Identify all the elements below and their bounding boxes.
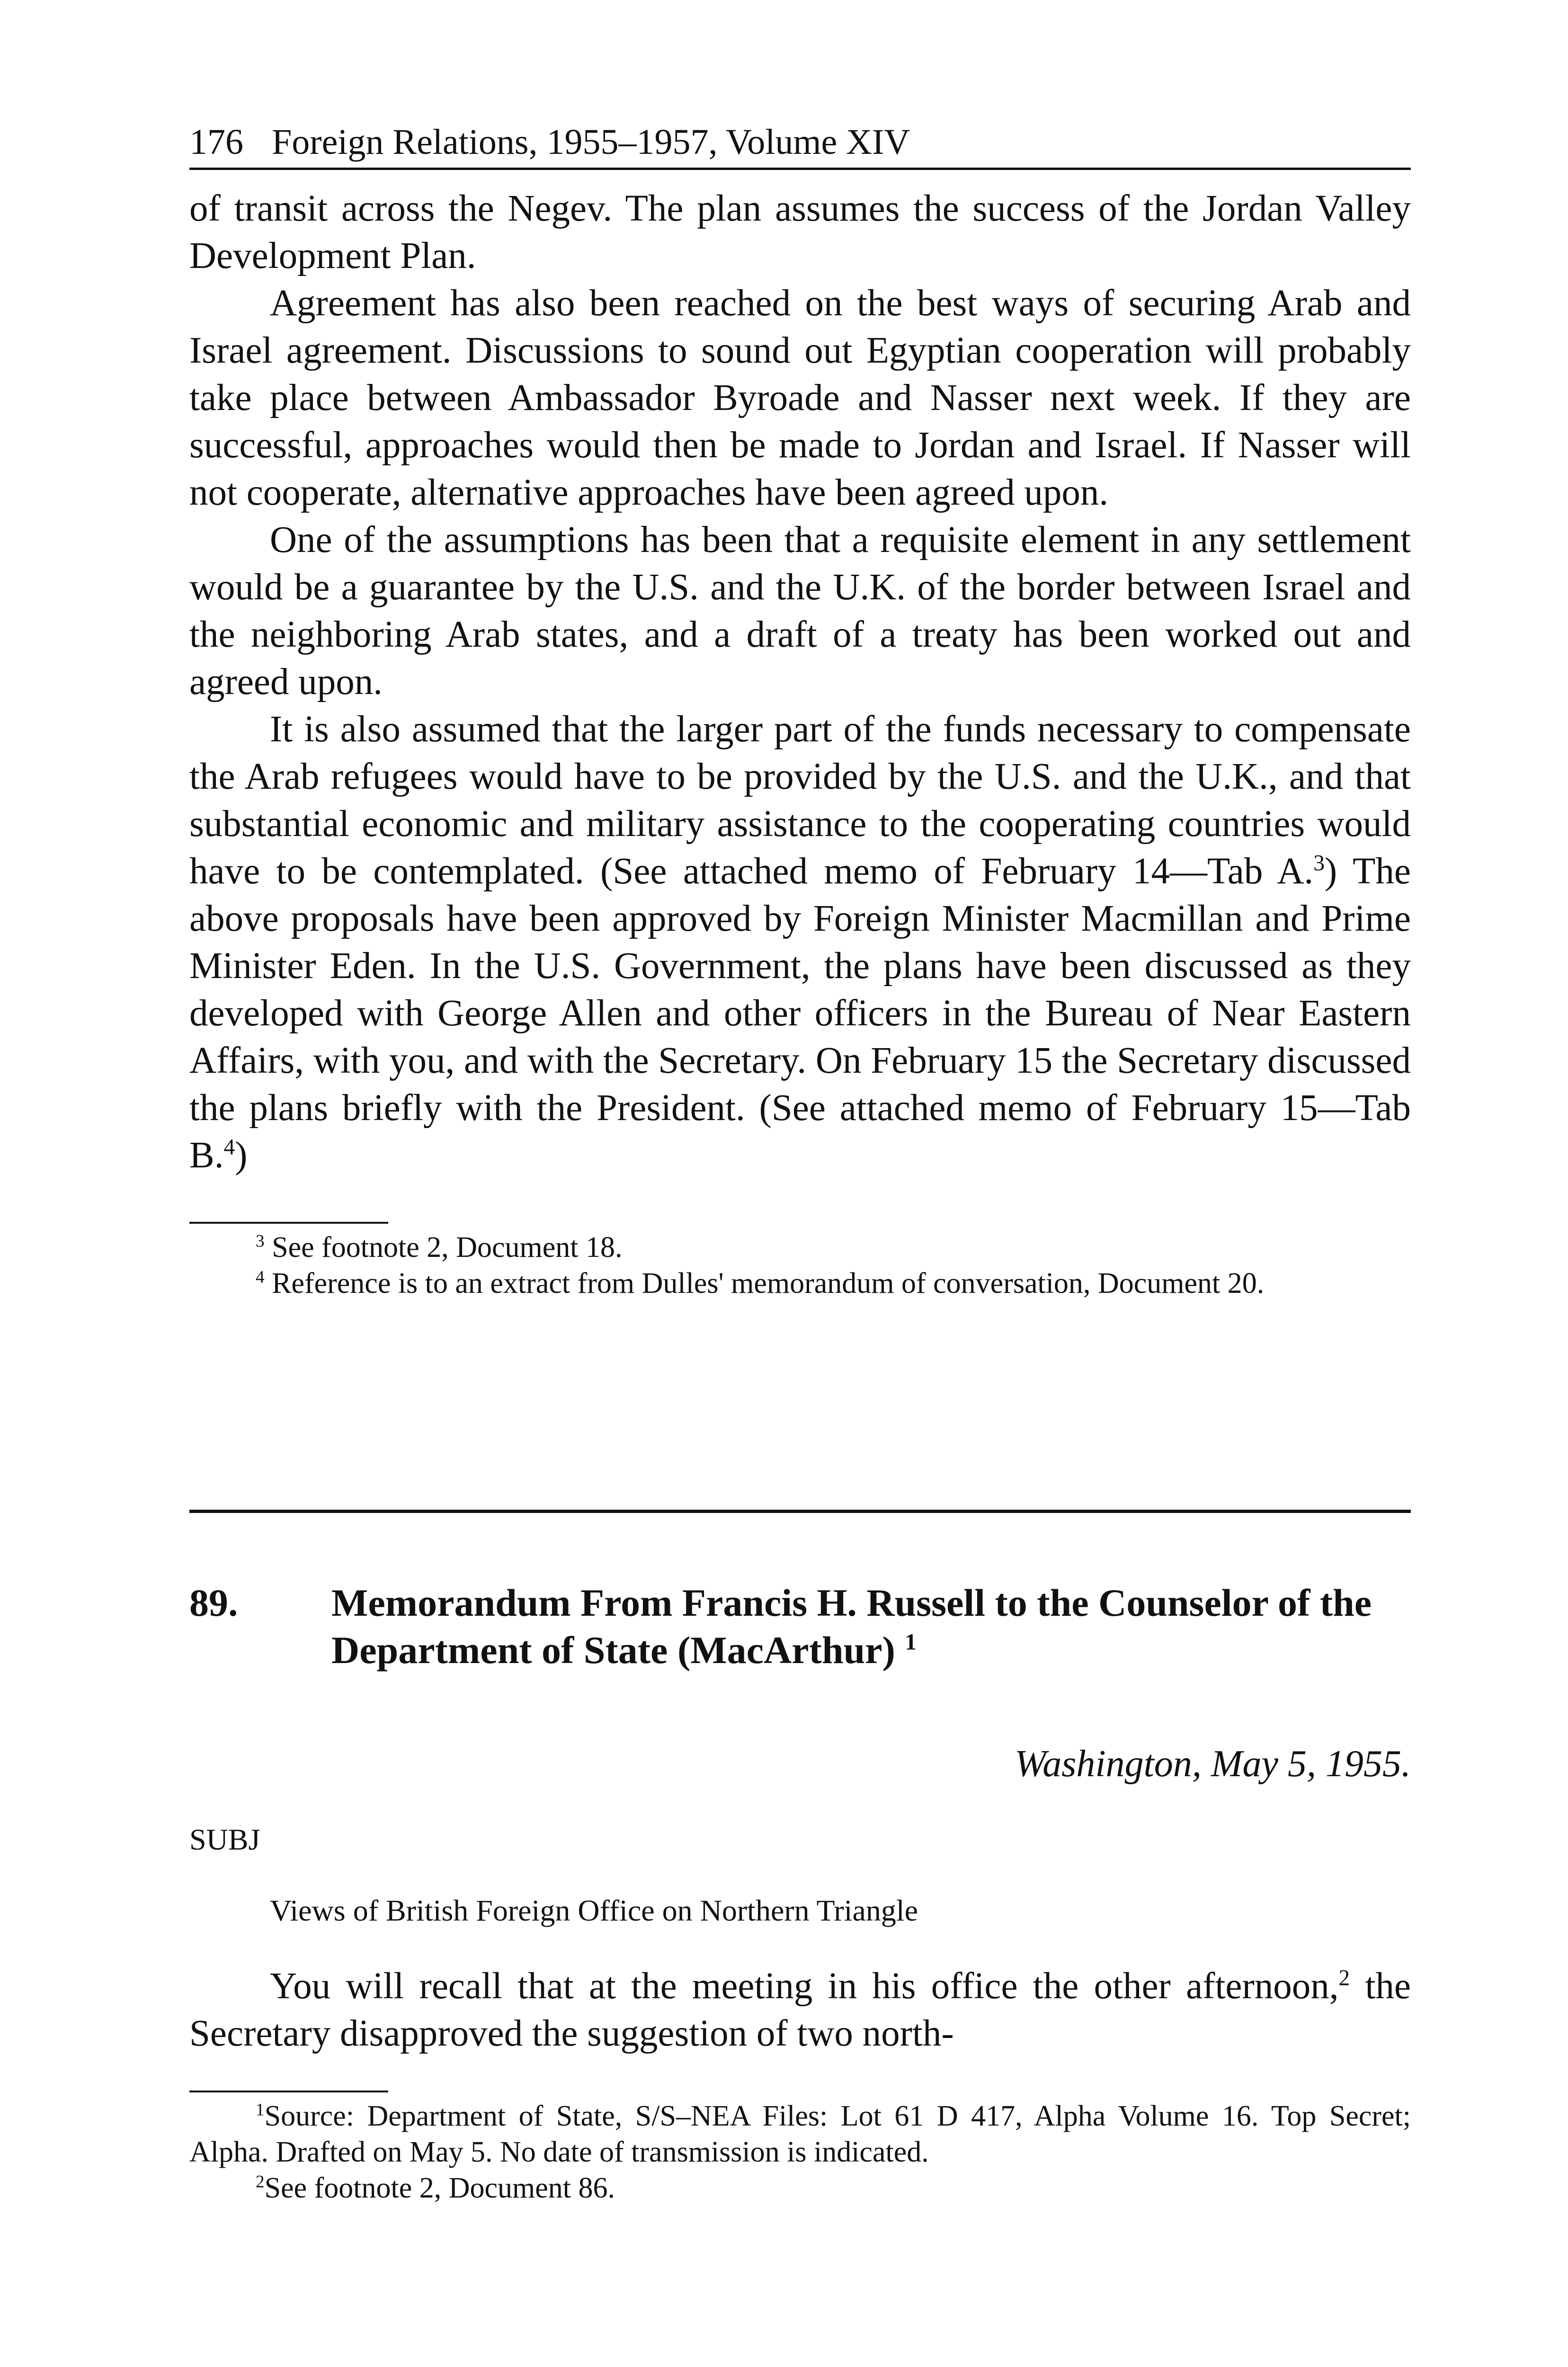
footnote — [189, 1229, 1411, 1265]
footnotes-bottom — [189, 2098, 1411, 2206]
footnote — [189, 2170, 1411, 2206]
footnote-text: Source: Department of State, S/S–NEA Files: Lot 61 D 417, Alpha Volume 16. Top Secret; Alpha. Drafted on May 5. No date of transmission is indicated. — [189, 2100, 1411, 2168]
running-head — [189, 118, 1411, 170]
footnote-divider — [189, 1222, 388, 1224]
footnote-marker: 1 — [256, 2100, 265, 2120]
paragraph-text: It is also assumed that the larger part of the funds necessary to compensate the Arab refugees would have to be provided by the U.S. and the U.K., and that substantial economic and military assistance to the cooperating countries would have to be contemplated. (See attached memo of February 14—Tab A. — [189, 709, 1411, 892]
page-number: 176 — [189, 122, 243, 162]
footnote-text: See footnote 2, Document 18. — [272, 1231, 623, 1264]
footnote-divider — [189, 2091, 388, 2092]
footnote — [189, 2098, 1411, 2170]
subject-label: SUBJ — [189, 1823, 260, 1856]
footnote — [189, 1265, 1411, 1301]
footnote-marker: 2 — [256, 2172, 265, 2192]
footnotes-top — [189, 1229, 1411, 1301]
paragraph: of transit across the Negev. The plan assumes the success of the Jordan Valley Development Plan. — [189, 188, 1411, 276]
memo-body — [189, 1963, 1411, 2057]
footnote-marker: 3 — [256, 1231, 265, 1251]
paragraph-text: You will recall that at the meeting in his office the other afternoon, — [270, 1966, 1339, 2007]
footnote-ref: 2 — [1338, 1966, 1350, 1991]
continuation-text — [189, 185, 1411, 1179]
paragraph-text: the Secretary disapproved the suggestion of two north- — [189, 1966, 1411, 2054]
volume-title: Foreign Relations, 1955–1957, Volume XIV — [272, 122, 910, 162]
footnote-ref: 4 — [223, 1135, 235, 1160]
document-title-text: Memorandum From Francis H. Russell to the Counselor of the Department of State (MacArthur) — [331, 1581, 1372, 1672]
footnote-text: See footnote 2, Document 86. — [264, 2172, 615, 2204]
footnote-ref: 3 — [1313, 851, 1325, 876]
paragraph-text: ) — [235, 1135, 248, 1176]
dateline: Washington, May 5, 1955. — [1014, 1743, 1411, 1785]
document-number: 89. — [189, 1581, 238, 1624]
paragraph: Agreement has also been reached on the best ways of securing Arab and Israel agreement. Discussions to sound out Egyptian cooperation will probably take place between Ambassador Byroade and Nasser next week. If they are successful, approaches would then be made to Jordan and Israel. If Nasser will not cooperate, alternative approaches have been agreed upon. — [189, 283, 1411, 513]
footnote-text: Reference is to an extract from Dulles' memorandum of conversation, Document 20. — [272, 1267, 1265, 1299]
page-content — [189, 118, 1411, 2206]
paragraph — [189, 706, 1411, 1179]
document-heading — [189, 1579, 1411, 1674]
footnote-marker: 4 — [256, 1267, 265, 1287]
footnote-ref: 1 — [905, 1628, 917, 1655]
paragraph: One of the assumptions has been that a requisite element in any settlement would be a guarantee by the U.S. and the U.K. of the border between Israel and the neighboring Arab states, and a draft of a treaty has been worked out and agreed upon. — [189, 519, 1411, 703]
paragraph-text: ) The above proposals have been approved by Foreign Minister Macmillan and Prime Minister Eden. In the U.S. Government, the plans have been discussed as they developed with George Allen and other officers in the Bureau of Near Eastern Affairs, with you, and with the Secretary. On February 15 the Secretary discussed the plans briefly with the President. (See attached memo of February 15—Tab B. — [189, 851, 1411, 1176]
section-divider — [189, 1510, 1411, 1513]
document-title — [331, 1579, 1411, 1674]
subject-text: Views of British Foreign Office on Northern Triangle — [270, 1894, 918, 1927]
paragraph — [189, 1963, 1411, 2057]
